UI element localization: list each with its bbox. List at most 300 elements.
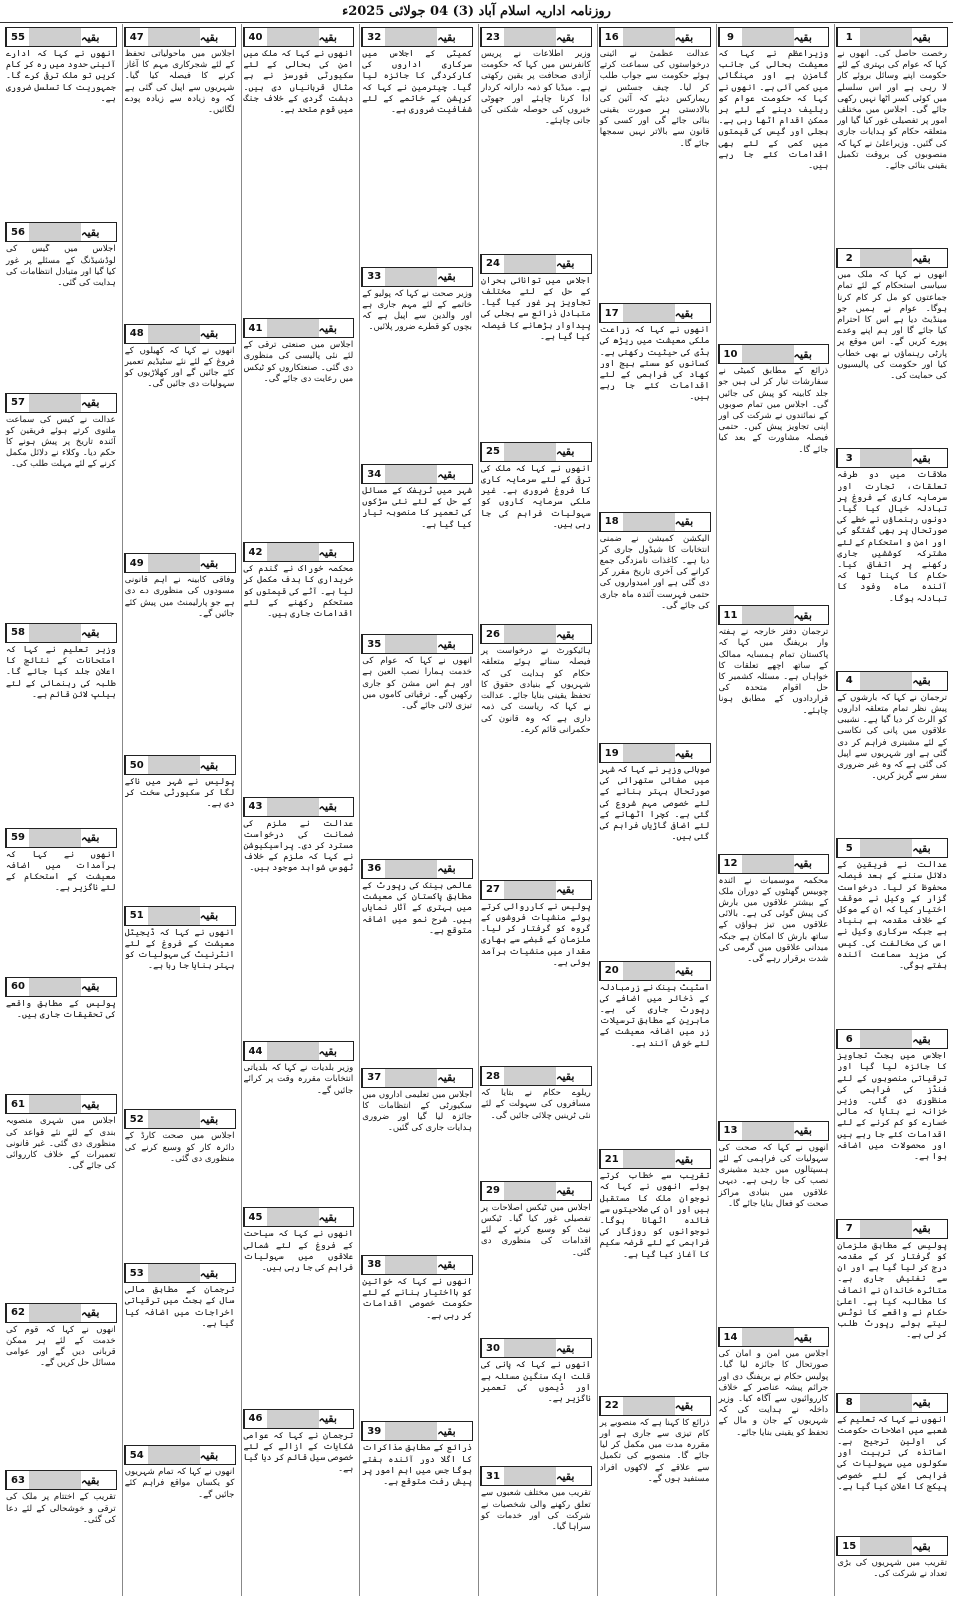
header-shade xyxy=(29,829,81,847)
continuation-item xyxy=(360,264,474,461)
continuation-header xyxy=(5,1303,117,1323)
continuation-item xyxy=(360,1065,474,1252)
header-shade xyxy=(29,394,81,412)
header-shade xyxy=(742,345,794,363)
header-shade xyxy=(504,1339,556,1357)
continuation-text: ذرائع کے مطابق مذاکرات کا اگلا دور آئندہ ہفتے ہوگا جس میں اہم امور پر پیش رفت متوقع ہے۔ xyxy=(362,1443,472,1488)
header-shade xyxy=(860,672,912,690)
continuation-item xyxy=(360,631,474,856)
header-shade xyxy=(267,1042,319,1060)
continuation-label: بقیہ xyxy=(200,28,235,46)
news-column xyxy=(241,24,356,1596)
continuation-label: بقیہ xyxy=(675,1397,710,1415)
continuation-number: 15 xyxy=(837,1537,860,1555)
continuation-item xyxy=(4,620,118,825)
continuation-label: بقیہ xyxy=(81,1304,116,1322)
continuation-text: تقریب میں شہریوں کی بڑی تعداد نے شرکت کی۔ xyxy=(837,1558,947,1580)
continuation-label: بقیہ xyxy=(675,28,710,46)
header-shade xyxy=(504,625,556,643)
continuation-text: ملاقات میں دو طرفہ تعلقات، تجارت اور سرمایہ کاری کے فروغ پر تبادلہ خیال کیا گیا۔ دونوں رہنماؤں نے خطے کی صورتحال پر بھی گفتگو کی اور امن و استحکام کے لئے مشترکہ کوششیں جاری رکھنے پر اتفاق کیا۔ حکام کا کہنا تھا کہ آئندہ ماہ وفود کا تبادلہ ہوگا۔ xyxy=(837,470,947,604)
continuation-header xyxy=(5,27,117,47)
continuation-number: 52 xyxy=(125,1110,148,1128)
continuation-header xyxy=(480,27,592,47)
continuation-label: بقیہ xyxy=(794,345,829,363)
continuation-item xyxy=(360,24,474,264)
continuation-label: بقیہ xyxy=(912,839,947,857)
continuation-item xyxy=(598,1393,712,1596)
continuation-label: بقیہ xyxy=(319,543,354,561)
continuation-number: 60 xyxy=(6,978,29,996)
continuation-label: بقیہ xyxy=(437,1069,472,1087)
continuation-label: بقیہ xyxy=(437,465,472,483)
continuation-item xyxy=(835,668,949,835)
header-shade xyxy=(267,1208,319,1226)
header-shade xyxy=(742,606,794,624)
continuation-header xyxy=(480,1066,592,1086)
continuation-label: بقیہ xyxy=(556,443,591,461)
continuation-text: ہائیکورٹ نے درخواست پر فیصلہ سناتے ہوئے متعلقہ حکام کو ہدایت کی کہ شہریوں کے بنیادی حقوق کا تحفظ یقینی بنایا جائے۔ عدالت نے کہا کہ ریاست کی ذمہ داری ہے کہ وہ قانون کی حکمرانی قائم کرے۔ xyxy=(481,646,591,735)
continuation-label: بقیہ xyxy=(556,1182,591,1200)
header-shade xyxy=(742,855,794,873)
continuation-text: ذرائع کے مطابق کمیٹی نے سفارشات تیار کر لی ہیں جو جلد کابینہ کو پیش کی جائیں گی۔ اجلاس میں تمام صوبوں کے نمائندوں نے شرکت کی اور اپنی تجاویز پیش کیں۔ حتمی فیصلہ مشاورت کے بعد کیا جائے گا۔ xyxy=(718,366,829,455)
header-shade xyxy=(385,465,437,483)
news-column xyxy=(834,24,949,1596)
header-shade xyxy=(148,325,200,343)
continuation-header xyxy=(836,1536,948,1556)
header-shade xyxy=(504,255,556,273)
continuation-item xyxy=(242,24,356,315)
continuation-header xyxy=(5,977,117,997)
continuation-item xyxy=(717,1324,831,1596)
continuation-number: 59 xyxy=(6,829,29,847)
continuation-number: 42 xyxy=(244,543,267,561)
continuation-number: 28 xyxy=(481,1067,504,1085)
continuation-text: محکمہ موسمیات نے آئندہ چوبیس گھنٹوں کے دوران ملک کے بیشتر علاقوں میں بارش کی پیش گوئی کی ہے۔ بالائی علاقوں میں تیز ہواؤں کے ساتھ بارش کا امکان ہے جبکہ میدانی علاقوں میں گرمی کی شدت برقرار رہے گی۔ xyxy=(718,875,829,964)
continuation-label: بقیہ xyxy=(437,268,472,286)
header-shade xyxy=(385,28,437,46)
continuation-header xyxy=(480,442,592,462)
continuation-number: 34 xyxy=(362,465,385,483)
continuation-number: 55 xyxy=(6,28,29,46)
continuation-number: 7 xyxy=(837,1220,860,1238)
continuation-number: 6 xyxy=(837,1030,860,1048)
continuation-label: بقیہ xyxy=(912,1030,947,1048)
continuation-label: بقیہ xyxy=(437,1256,472,1274)
newspaper-page xyxy=(4,24,949,1596)
continuation-label: بقیہ xyxy=(200,554,235,572)
continuation-label: بقیہ xyxy=(200,907,235,925)
continuation-text: عالمی بینک کی رپورٹ کے مطابق پاکستان کی معیشت میں بہتری کے آثار نمایاں ہیں۔ شرح نمو میں اضافہ متوقع ہے۔ xyxy=(362,880,472,936)
continuation-item xyxy=(717,851,831,1118)
continuation-text: عدالت نے ملزم کی ضمانت کی درخواست مسترد کر دی۔ پراسیکیوشن نے کہا کہ ملزم کے خلاف ٹھوس شواہد موجود ہیں۔ xyxy=(243,818,354,874)
continuation-item xyxy=(717,602,831,850)
continuation-number: 61 xyxy=(6,1095,29,1113)
continuation-text: اجلاس میں صنعتی ترقی کے لئے نئی پالیسی کی منظوری دی گئی۔ صنعتکاروں کو ٹیکس میں رعایت دی جائے گی۔ xyxy=(243,340,354,384)
continuation-label: بقیہ xyxy=(319,1208,354,1226)
continuation-item xyxy=(598,958,712,1147)
header-shade xyxy=(267,1410,319,1428)
continuation-number: 47 xyxy=(125,28,148,46)
continuation-item xyxy=(479,621,593,877)
continuation-text: تقریب سے خطاب کرتے ہوئے انھوں نے کہا کہ نوجوان ملک کا مستقبل ہیں اور ان کی صلاحیتوں سے فائدہ اٹھانا ہوگا۔ نوجوانوں کو روزگار کی فراہمی کے لئے قرضہ سکیم کا آغاز کیا گیا ہے۔ xyxy=(599,1171,710,1260)
continuation-item xyxy=(835,1026,949,1215)
header-shade xyxy=(29,28,81,46)
continuation-item xyxy=(835,24,949,245)
news-column xyxy=(359,24,474,1596)
continuation-item xyxy=(242,315,356,539)
continuation-label: بقیہ xyxy=(794,1328,829,1346)
continuation-number: 13 xyxy=(719,1122,742,1140)
continuation-item xyxy=(242,794,356,1039)
continuation-label: بقیہ xyxy=(81,28,116,46)
continuation-item xyxy=(4,1091,118,1299)
continuation-number: 26 xyxy=(481,625,504,643)
continuation-label: بقیہ xyxy=(437,28,472,46)
continuation-number: 18 xyxy=(600,513,623,531)
continuation-item xyxy=(717,1118,831,1324)
header-shade xyxy=(385,860,437,878)
continuation-header xyxy=(361,464,473,484)
continuation-number: 62 xyxy=(6,1304,29,1322)
continuation-header xyxy=(480,880,592,900)
header-shade xyxy=(29,1471,81,1489)
continuation-item xyxy=(123,1106,237,1260)
continuation-item xyxy=(123,903,237,1106)
continuation-text: اجلاس میں تعلیمی اداروں میں سکیورٹی کے انتظامات کا جائزہ لیا گیا اور ضروری ہدایات جاری کی گئیں۔ xyxy=(362,1089,472,1134)
header-shade xyxy=(148,28,200,46)
continuation-item xyxy=(479,1063,593,1178)
continuation-number: 30 xyxy=(481,1339,504,1357)
continuation-label: بقیہ xyxy=(556,1467,591,1485)
news-column xyxy=(478,24,593,1596)
header-shade xyxy=(29,978,81,996)
continuation-label: بقیہ xyxy=(81,829,116,847)
continuation-text: انھوں نے کہا کہ تمام شہریوں کو یکساں مواقع فراہم کئے جائیں گے۔ xyxy=(124,1467,235,1500)
continuation-number: 50 xyxy=(125,756,148,774)
continuation-text: اسٹیٹ بینک نے زرمبادلہ کے ذخائر میں اضافے کی رپورٹ جاری کی ہے۔ ماہرین کے مطابق ترسیلات زر میں اضافہ معیشت کے لئے خوش آئند ہے۔ xyxy=(599,982,710,1049)
continuation-text: اجلاس میں بجٹ تجاویز کا جائزہ لیا گیا اور ترقیاتی منصوبوں کے لئے فنڈز کی فراہمی کی منظوری دی گئی۔ وزیر خزانہ نے بتایا کہ مالی خسارے کو کم کرنے کے لئے اقدامات کئے جا رہے ہیں اور محصولات میں اضافہ ہوا ہے۔ xyxy=(837,1051,947,1163)
continuation-label: بقیہ xyxy=(794,855,829,873)
continuation-item xyxy=(479,439,593,622)
continuation-header xyxy=(836,838,948,858)
continuation-number: 1 xyxy=(837,28,860,46)
header-shade xyxy=(860,839,912,857)
continuation-number: 22 xyxy=(600,1397,623,1415)
continuation-item xyxy=(479,877,593,1063)
header-shade xyxy=(623,28,675,46)
continuation-text: انھوں نے کہا کہ سیاحت کے فروغ کے لئے شمالی علاقوں میں سہولیات فراہم کی جا رہی ہیں۔ xyxy=(243,1229,354,1273)
continuation-header xyxy=(599,303,711,323)
continuation-number: 16 xyxy=(600,28,623,46)
continuation-header xyxy=(718,605,830,625)
continuation-label: بقیہ xyxy=(81,394,116,412)
continuation-label: بقیہ xyxy=(319,1042,354,1060)
header-shade xyxy=(385,1069,437,1087)
continuation-text: انھوں نے کہا کہ زراعت ملکی معیشت میں ریڑھ کی ہڈی کی حیثیت رکھتی ہے۔ کسانوں کو سستے بیج اور کھاد کی فراہمی کے لئے اقدامات کئے جا رہے ہیں۔ xyxy=(599,325,710,403)
continuation-header xyxy=(124,324,236,344)
continuation-item xyxy=(479,1178,593,1336)
continuation-number: 49 xyxy=(125,554,148,572)
continuation-header xyxy=(5,222,117,242)
continuation-header xyxy=(480,1338,592,1358)
continuation-item xyxy=(835,1390,949,1533)
continuation-item xyxy=(242,1038,356,1204)
continuation-number: 23 xyxy=(481,28,504,46)
continuation-text: اجلاس میں امن و امان کی صورتحال کا جائزہ لیا گیا۔ پولیس حکام نے بریفنگ دی اور جرائم پیشہ عناصر کے خلاف کارروائیوں سے آگاہ کیا۔ وزیر داخلہ نے ہدایت کی کہ شہریوں کے جان و مال کے تحفظ کو یقینی بنایا جائے۔ xyxy=(718,1349,829,1438)
continuation-number: 56 xyxy=(6,223,29,241)
continuation-header xyxy=(5,1470,117,1490)
continuation-header xyxy=(718,1121,830,1141)
header-shade xyxy=(148,1446,200,1464)
continuation-text: انھوں نے کہا کہ صحت کی سہولیات کی فراہمی کے لئے ہسپتالوں میں جدید مشینری نصب کی جا رہی ہے۔ دیہی علاقوں میں بنیادی مراکز صحت کو فعال بنایا جائے گا۔ xyxy=(718,1142,829,1209)
continuation-header xyxy=(361,859,473,879)
continuation-label: بقیہ xyxy=(675,744,710,762)
header-shade xyxy=(860,249,912,267)
continuation-text: پولیس نے شہر میں ناکے لگا کر سکیورٹی سخت کر دی ہے۔ xyxy=(124,777,235,810)
header-shade xyxy=(29,1095,81,1113)
continuation-header xyxy=(599,27,711,47)
continuation-header xyxy=(5,1094,117,1114)
continuation-header xyxy=(243,1207,355,1227)
continuation-header xyxy=(836,27,948,47)
continuation-text: محکمہ خوراک نے گندم کی خریداری کا ہدف مکمل کر لیا ہے۔ آٹے کی قیمتوں کو مستحکم رکھنے کے لئے اقدامات جاری ہیں۔ xyxy=(243,564,354,619)
continuation-number: 39 xyxy=(362,1422,385,1440)
continuation-header xyxy=(599,512,711,532)
continuation-number: 24 xyxy=(481,255,504,273)
continuation-item xyxy=(4,974,118,1091)
continuation-item xyxy=(360,1418,474,1596)
continuation-number: 4 xyxy=(837,672,860,690)
continuation-number: 29 xyxy=(481,1182,504,1200)
continuation-number: 33 xyxy=(362,268,385,286)
news-column xyxy=(122,24,237,1596)
continuation-header xyxy=(836,1393,948,1413)
continuation-number: 43 xyxy=(244,798,267,816)
continuation-header xyxy=(599,1149,711,1169)
continuation-item xyxy=(4,219,118,389)
continuation-label: بقیہ xyxy=(794,28,829,46)
continuation-text: تقریب کے اختتام پر ملک کی ترقی و خوشحالی کے لئے دعا کی گئی۔ xyxy=(6,1492,116,1525)
continuation-label: بقیہ xyxy=(912,672,947,690)
continuation-label: بقیہ xyxy=(81,1095,116,1113)
continuation-item xyxy=(835,245,949,445)
header-shade xyxy=(267,28,319,46)
continuation-text: اجلاس میں صحت کارڈ کے دائرہ کار کو وسیع کرنے کی منظوری دی گئی۔ xyxy=(124,1131,235,1164)
header-shade xyxy=(860,449,912,467)
continuation-label: بقیہ xyxy=(556,1067,591,1085)
continuation-header xyxy=(361,27,473,47)
continuation-label: بقیہ xyxy=(912,1220,947,1238)
continuation-number: 9 xyxy=(719,28,742,46)
continuation-label: بقیہ xyxy=(200,1264,235,1282)
continuation-number: 53 xyxy=(125,1264,148,1282)
header-shade xyxy=(148,1264,200,1282)
continuation-header xyxy=(124,27,236,47)
continuation-text: عدالت نے کیس کی سماعت ملتوی کرتے ہوئے فریقین کو آئندہ تاریخ پر پیش ہونے کا حکم دیا۔ وکلاء نے دلائل مکمل کرنے کے لئے مہلت طلب کی۔ xyxy=(6,414,116,470)
continuation-item xyxy=(479,24,593,251)
continuation-header xyxy=(361,1421,473,1441)
continuation-number: 10 xyxy=(719,345,742,363)
continuation-text: تقریب میں مختلف شعبوں سے تعلق رکھنے والی شخصیات نے شرکت کی اور خدمات کو سراہا گیا۔ xyxy=(481,1488,591,1532)
continuation-text: پولیس کے مطابق ملزمان کو گرفتار کر کے مقدمہ درج کر لیا گیا ہے اور ان سے تفتیش جاری ہے۔ متاثرہ خاندان نے انصاف کا مطالبہ کیا ہے۔ اعلیٰ حکام نے واقعے کا نوٹس لیتے ہوئے رپورٹ طلب کر لی ہے۔ xyxy=(837,1240,947,1341)
continuation-text: پولیس نے کارروائی کرتے ہوئے منشیات فروشوں کے گروہ کو گرفتار کر لیا۔ ملزمان کے قبضے سے بھاری مقدار میں منشیات برآمد ہوئی ہے۔ xyxy=(481,901,591,968)
continuation-header xyxy=(243,1041,355,1061)
continuation-text: شہر میں ٹریفک کے مسائل کے حل کے لئے نئی سڑکوں کی تعمیر کا منصوبہ تیار کیا گیا ہے۔ xyxy=(362,486,472,530)
header-shade xyxy=(860,1220,912,1238)
header-shade xyxy=(504,1182,556,1200)
continuation-header xyxy=(5,623,117,643)
continuation-item xyxy=(598,300,712,508)
continuation-label: بقیہ xyxy=(437,635,472,653)
continuation-number: 44 xyxy=(244,1042,267,1060)
continuation-header xyxy=(836,1029,948,1049)
continuation-header xyxy=(124,906,236,926)
header-shade xyxy=(742,1328,794,1346)
header-shade xyxy=(623,1397,675,1415)
header-shade xyxy=(267,319,319,337)
header-shade xyxy=(504,28,556,46)
continuation-header xyxy=(480,1181,592,1201)
continuation-label: بقیہ xyxy=(200,325,235,343)
continuation-header xyxy=(480,624,592,644)
continuation-header xyxy=(718,1327,830,1347)
continuation-number: 17 xyxy=(600,304,623,322)
continuation-item xyxy=(717,341,831,602)
continuation-text: انھوں نے کہا کہ ملک کی ترقی کے لئے سرمایہ کاری کا فروغ ضروری ہے۔ غیر ملکی سرمایہ کاروں کو سہولیات فراہم کی جا رہی ہیں۔ xyxy=(481,463,591,530)
continuation-number: 14 xyxy=(719,1328,742,1346)
continuation-label: بقیہ xyxy=(556,255,591,273)
continuation-text: انھوں نے کہا کہ ملک میں سیاسی استحکام کے لئے تمام جماعتوں کو مل کر کام کرنا ہوگا۔ عوام نے ہمیں جو مینڈیٹ دیا ہے اس کا احترام کیا جائے گا اور ہم اپنے وعدے پورے کریں گے۔ اس موقع پر پارٹی رہنماؤں نے بھی خطاب کیا اور حکومت کی پالیسیوں کی حمایت کی۔ xyxy=(837,270,947,382)
continuation-text: عدالت نے فریقین کے دلائل سننے کے بعد فیصلہ محفوظ کر لیا۔ درخواست گزار کے وکیل نے موقف اختیار کیا کہ ان کے موکل کے خلاف مقدمہ بے بنیاد ہے جبکہ سرکاری وکیل نے اس کی مخالفت کی۔ کیس کی مزید سماعت آئندہ ہفتے ہوگی۔ xyxy=(837,860,947,972)
continuation-header xyxy=(836,448,948,468)
continuation-number: 25 xyxy=(481,443,504,461)
continuation-header xyxy=(124,755,236,775)
continuation-header xyxy=(361,1068,473,1088)
header-shade xyxy=(29,624,81,642)
continuation-item xyxy=(123,24,237,321)
continuation-item xyxy=(598,1146,712,1393)
header-shade xyxy=(623,1150,675,1168)
continuation-item xyxy=(360,461,474,631)
continuation-label: بقیہ xyxy=(81,223,116,241)
continuation-label: بقیہ xyxy=(319,1410,354,1428)
continuation-item xyxy=(598,24,712,300)
continuation-item xyxy=(4,24,118,219)
continuation-item xyxy=(598,740,712,958)
continuation-label: بقیہ xyxy=(556,1339,591,1357)
header-shade xyxy=(148,1110,200,1128)
news-column xyxy=(4,24,118,1596)
continuation-item xyxy=(4,390,118,620)
continuation-header xyxy=(836,248,948,268)
continuation-number: 20 xyxy=(600,962,623,980)
continuation-label: بقیہ xyxy=(200,1446,235,1464)
continuation-number: 2 xyxy=(837,249,860,267)
continuation-header xyxy=(124,553,236,573)
continuation-text: انھوں نے کہا کہ قوم کی خدمت کے لئے ہر ممکن قربانی دیں گے اور عوامی مسائل حل کریں گے۔ xyxy=(6,1324,116,1369)
news-column xyxy=(597,24,712,1596)
continuation-text: ریلوے حکام نے بتایا کہ مسافروں کی سہولت کے لئے نئی ٹرینیں چلائی جائیں گی۔ xyxy=(481,1088,591,1121)
header-shade xyxy=(385,1256,437,1274)
header-shade xyxy=(623,962,675,980)
header-shade xyxy=(267,543,319,561)
continuation-text: پولیس کے مطابق واقعے کی تحقیقات جاری ہیں۔ xyxy=(6,998,116,1021)
continuation-label: بقیہ xyxy=(556,28,591,46)
continuation-item xyxy=(835,445,949,668)
continuation-item xyxy=(479,1335,593,1463)
continuation-item xyxy=(360,856,474,1065)
continuation-header xyxy=(599,961,711,981)
continuation-number: 36 xyxy=(362,860,385,878)
continuation-item xyxy=(242,539,356,793)
header-shade xyxy=(504,443,556,461)
continuation-item xyxy=(123,550,237,752)
continuation-item xyxy=(242,1406,356,1596)
header-shade xyxy=(385,1422,437,1440)
continuation-text: ترجمان نے کہا کہ بارشوں کے پیش نظر تمام متعلقہ اداروں کو الرٹ کر دیا گیا ہے۔ نشیبی علاقوں میں پانی کی نکاسی کے لئے مشینری فراہم کر دی گئی ہے اور شہریوں سے اپیل کی گئی ہے کہ وہ غیر ضروری سفر سے گریز کریں۔ xyxy=(837,692,947,782)
continuation-number: 57 xyxy=(6,394,29,412)
continuation-header xyxy=(124,1263,236,1283)
continuation-label: بقیہ xyxy=(200,756,235,774)
header-shade xyxy=(385,268,437,286)
continuation-number: 46 xyxy=(244,1410,267,1428)
continuation-item xyxy=(360,1252,474,1418)
continuation-header xyxy=(243,1409,355,1429)
continuation-item xyxy=(242,1204,356,1405)
continuation-label: بقیہ xyxy=(319,319,354,337)
continuation-number: 63 xyxy=(6,1471,29,1489)
continuation-number: 3 xyxy=(837,449,860,467)
continuation-text: صوبائی وزیر نے کہا کہ شہر میں صفائی ستھرائی کی صورتحال بہتر بنانے کے لئے خصوصی مہم شروع کی گئی ہے۔ کچرا اٹھانے کے لئے اضافی گاڑیاں فراہم کی گئی ہیں۔ xyxy=(599,765,710,843)
continuation-item xyxy=(479,1463,593,1596)
continuation-label: بقیہ xyxy=(794,606,829,624)
continuation-label: بقیہ xyxy=(912,449,947,467)
continuation-number: 5 xyxy=(837,839,860,857)
continuation-header xyxy=(718,344,830,364)
continuation-header xyxy=(124,1445,236,1465)
continuation-header xyxy=(243,318,355,338)
continuation-number: 51 xyxy=(125,907,148,925)
header-shade xyxy=(623,304,675,322)
continuation-text: وزیر اطلاعات نے پریس کانفرنس میں کہا کہ حکومت آزادی صحافت پر یقین رکھتی ہے۔ میڈیا کو ذمہ دارانہ کردار ادا کرنا چاہئے اور جھوٹی خبروں کی حوصلہ شکنی کی جانی چاہئے۔ xyxy=(481,49,591,127)
continuation-label: بقیہ xyxy=(912,1537,947,1555)
continuation-header xyxy=(5,828,117,848)
continuation-label: بقیہ xyxy=(912,28,947,46)
continuation-text: اجلاس میں توانائی بحران کے حل کے لئے مختلف تجاویز پر غور کیا گیا۔ متبادل ذرائع سے بجلی کی پیداوار بڑھانے کا فیصلہ کیا گیا ہے۔ xyxy=(481,275,591,342)
continuation-item xyxy=(4,1300,118,1468)
continuation-label: بقیہ xyxy=(319,28,354,46)
header-shade xyxy=(623,744,675,762)
continuation-header xyxy=(361,1255,473,1275)
continuation-text: ذرائع کا کہنا ہے کہ منصوبے پر کام تیزی سے جاری ہے اور مقررہ مدت میں مکمل کر لیا جائے گا۔ منصوبے کی تکمیل سے علاقے کے لاکھوں افراد مستفید ہوں گے۔ xyxy=(599,1417,710,1484)
continuation-label: بقیہ xyxy=(794,1122,829,1140)
continuation-number: 45 xyxy=(244,1208,267,1226)
continuation-text: وزیر تعلیم نے کہا کہ امتحانات کے نتائج کا اعلان جلد کیا جائے گا۔ طلبہ کی رہنمائی کے لئے ہیلپ لائن قائم ہے۔ xyxy=(6,644,116,700)
continuation-number: 27 xyxy=(481,881,504,899)
continuation-text: وزیر صحت نے کہا کہ پولیو کے خاتمے کے لئے مہم جاری ہے اور والدین سے اپیل ہے کہ بچوں کو قطرے ضرور پلائیں۔ xyxy=(362,288,472,333)
continuation-header xyxy=(243,542,355,562)
continuation-item xyxy=(835,835,949,1026)
continuation-label: بقیہ xyxy=(81,1471,116,1489)
continuation-text: انھوں نے کہا کہ ادارے آئینی حدود میں رہ کر کام کریں تو ملک ترقی کرے گا۔ جمہوریت کا تسلسل ضروری ہے۔ xyxy=(6,49,116,104)
header-shade xyxy=(29,223,81,241)
continuation-number: 54 xyxy=(125,1446,148,1464)
continuation-text: ترجمان دفتر خارجہ نے ہفتہ وار بریفنگ میں کہا کہ پاکستان تمام ہمسایہ ممالک کے ساتھ اچھے تعلقات کا خواہاں ہے۔ مسئلہ کشمیر کا حل اقوام متحدہ کی قراردادوں کے مطابق ہونا چاہئے۔ xyxy=(718,627,829,716)
continuation-label: بقیہ xyxy=(437,1422,472,1440)
continuation-item xyxy=(717,24,831,341)
continuation-item xyxy=(123,1442,237,1596)
continuation-text: کمیٹی کے اجلاس میں سرکاری اداروں کی کارکردگی کا جائزہ لیا گیا۔ چیئرمین نے کہا کہ کرپشن کے خاتمے کے لئے شفافیت ضروری ہے۔ xyxy=(362,49,472,116)
